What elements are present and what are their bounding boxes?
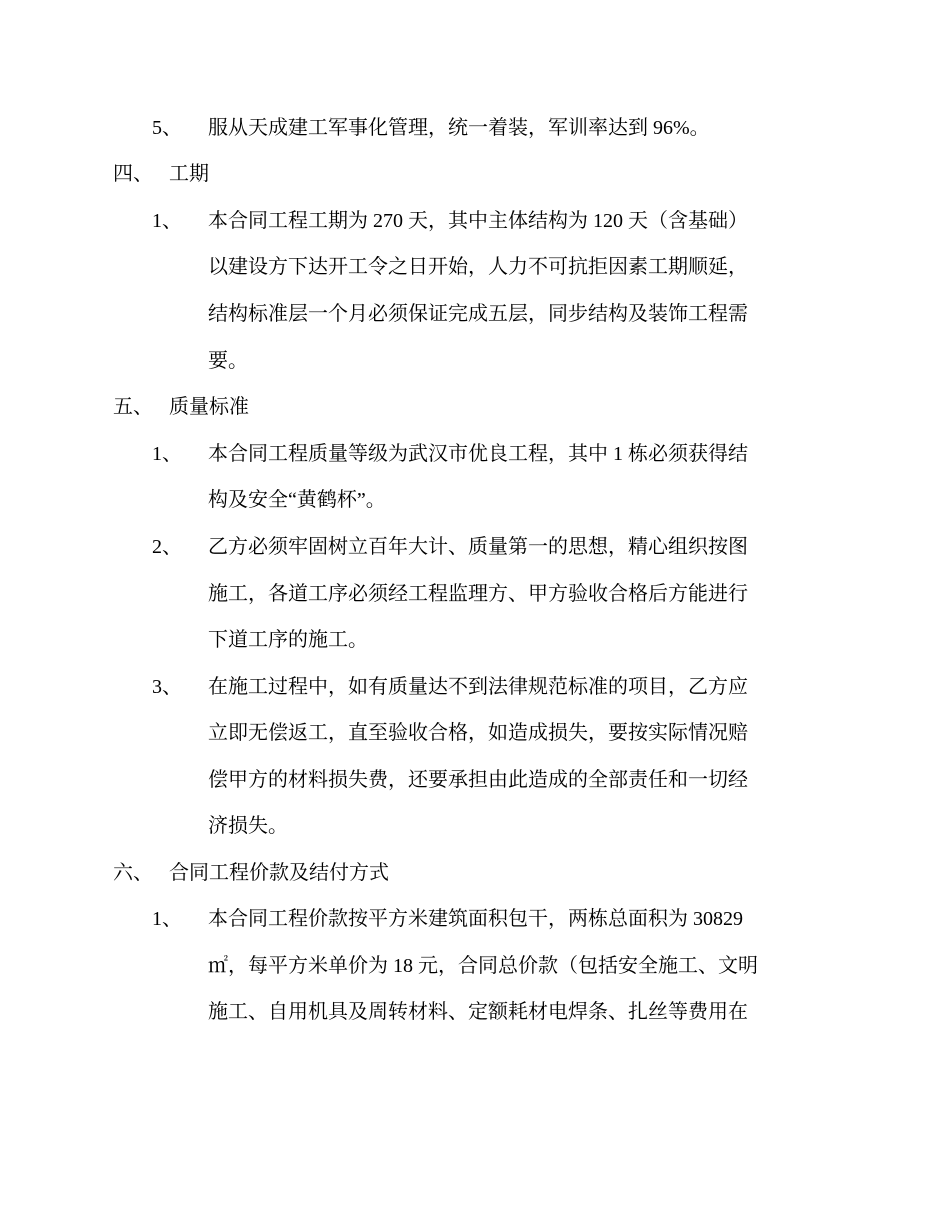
section-heading: 合同工程价款及结付方式 bbox=[169, 862, 389, 884]
list-marker: 2、 bbox=[152, 536, 182, 558]
paragraph-line: 立即无偿返工，直至验收合格，如造成损失，要按实际情况赔 bbox=[208, 722, 748, 744]
paragraph-line: 在施工过程中，如有质量达不到法律规范标准的项目，乙方应 bbox=[208, 676, 748, 698]
list-marker: 1、 bbox=[152, 908, 182, 930]
paragraph-line: 偿甲方的材料损失费，还要承担由此造成的全部责任和一切经 bbox=[208, 769, 748, 791]
paragraph-line: ㎡，每平方米单价为 18 元，合同总价款（包括安全施工、文明 bbox=[208, 955, 758, 977]
paragraph-line: 服从天成建工军事化管理，统一着装，军训率达到 96%。 bbox=[208, 117, 710, 139]
paragraph-line: 结构标准层一个月必须保证完成五层，同步结构及装饰工程需 bbox=[208, 303, 748, 325]
section-heading: 工期 bbox=[169, 163, 209, 185]
paragraph-line: 乙方必须牢固树立百年大计、质量第一的思想，精心组织按图 bbox=[208, 536, 748, 558]
section-marker: 五、 bbox=[113, 396, 153, 418]
paragraph-line: 构及安全“黄鹤杯”。 bbox=[208, 489, 386, 511]
paragraph-line: 施工、自用机具及周转材料、定额耗材电焊条、扎丝等费用在 bbox=[208, 1001, 748, 1023]
section-heading: 质量标准 bbox=[169, 396, 249, 418]
section-marker: 四、 bbox=[113, 163, 153, 185]
paragraph-line: 以建设方下达开工令之日开始，人力不可抗拒因素工期顺延， bbox=[208, 256, 748, 278]
paragraph-line: 本合同工程价款按平方米建筑面积包干，两栋总面积为 30829 bbox=[208, 908, 743, 930]
paragraph-line: 要。 bbox=[208, 350, 248, 372]
section-marker: 六、 bbox=[113, 862, 153, 884]
paragraph-line: 下道工序的施工。 bbox=[208, 629, 368, 651]
paragraph-line: 本合同工程质量等级为武汉市优良工程，其中 1 栋必须获得结 bbox=[208, 443, 748, 465]
paragraph-line: 济损失。 bbox=[208, 815, 288, 837]
paragraph-line: 本合同工程工期为 270 天，其中主体结构为 120 天（含基础） bbox=[208, 210, 748, 232]
list-marker: 3、 bbox=[152, 676, 182, 698]
list-marker: 1、 bbox=[152, 210, 182, 232]
list-marker: 1、 bbox=[152, 443, 182, 465]
list-marker: 5、 bbox=[152, 117, 182, 139]
paragraph-line: 施工，各道工序必须经工程监理方、甲方验收合格后方能进行 bbox=[208, 583, 748, 605]
